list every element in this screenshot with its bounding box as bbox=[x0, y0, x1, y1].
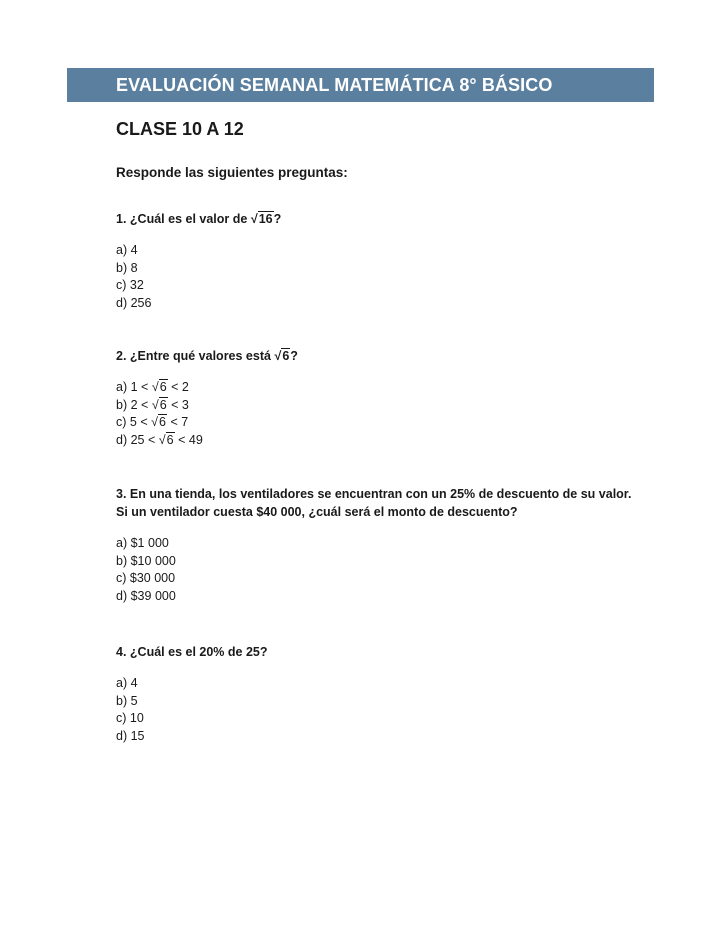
square-root-symbol: √6 bbox=[151, 397, 167, 412]
option-text: 15 bbox=[130, 728, 145, 743]
options-list bbox=[116, 675, 646, 745]
option-c bbox=[116, 570, 646, 588]
option-text: 4 bbox=[130, 676, 138, 690]
class-subtitle: CLASE 10 A 12 bbox=[116, 119, 244, 139]
radicand: 6 bbox=[159, 415, 166, 429]
square-root-symbol: √16 bbox=[250, 212, 273, 226]
question-3 bbox=[116, 485, 646, 605]
question-2-text bbox=[116, 347, 646, 365]
radicand: 6 bbox=[159, 397, 167, 412]
option-b bbox=[116, 693, 646, 711]
option-label: b) bbox=[116, 260, 128, 275]
option-label: b) bbox=[116, 693, 128, 708]
option-label: a) bbox=[116, 243, 128, 257]
question-prompt: ¿Entre qué valores está bbox=[129, 349, 271, 363]
instruction-text: Responde las siguientes preguntas: bbox=[116, 165, 348, 180]
option-label: a) bbox=[116, 536, 128, 550]
option-text: $10 000 bbox=[130, 553, 176, 568]
option-b bbox=[116, 553, 646, 571]
option-left: 25 < bbox=[130, 432, 156, 447]
question-prompt: En una tienda, los ventiladores se encuentran con un 25% de descuento de su valor. Si un ventilador cuesta $40 000, ¿cuál será el monto de descuento? bbox=[116, 487, 632, 519]
option-d bbox=[116, 588, 646, 606]
option-left: 2 < bbox=[130, 397, 149, 412]
option-text: $39 000 bbox=[130, 588, 176, 603]
document-body bbox=[116, 116, 646, 745]
option-text: $30 000 bbox=[129, 571, 176, 585]
option-a bbox=[116, 535, 646, 553]
option-text: 32 bbox=[129, 278, 144, 292]
question-1 bbox=[116, 210, 646, 312]
option-d bbox=[116, 728, 646, 746]
option-c bbox=[116, 414, 646, 432]
square-root-symbol: √6 bbox=[158, 432, 174, 447]
square-root-symbol: √6 bbox=[151, 380, 167, 394]
option-text: 4 bbox=[130, 243, 138, 257]
option-label: d) bbox=[116, 432, 128, 447]
question-prompt: ¿Cuál es el valor de bbox=[129, 212, 248, 226]
option-label: c) bbox=[116, 711, 127, 725]
option-text: 10 bbox=[129, 711, 144, 725]
question-1-text bbox=[116, 210, 646, 228]
options-list bbox=[116, 242, 646, 312]
option-label: a) bbox=[116, 676, 128, 690]
square-root-symbol: √6 bbox=[274, 349, 290, 363]
option-right: < 7 bbox=[170, 415, 189, 429]
option-a bbox=[116, 379, 646, 397]
question-prompt: ¿Cuál es el 20% de 25? bbox=[129, 645, 268, 659]
option-text: 8 bbox=[130, 260, 138, 275]
option-label: a) bbox=[116, 380, 128, 394]
question-number: 2. bbox=[116, 349, 127, 363]
option-b bbox=[116, 260, 646, 278]
option-b bbox=[116, 397, 646, 415]
option-label: d) bbox=[116, 295, 128, 310]
radicand: 6 bbox=[282, 349, 290, 363]
option-label: b) bbox=[116, 553, 128, 568]
option-label: c) bbox=[116, 415, 127, 429]
option-right: < 3 bbox=[171, 397, 189, 412]
options-list bbox=[116, 379, 646, 449]
question-number: 1. bbox=[116, 212, 127, 226]
question-4-text bbox=[116, 643, 646, 661]
square-root-symbol: √6 bbox=[151, 415, 166, 429]
page-title: EVALUACIÓN SEMANAL MATEMÁTICA 8° BÁSICO bbox=[116, 74, 553, 95]
question-mark: ? bbox=[273, 212, 282, 226]
option-c bbox=[116, 277, 646, 295]
option-c bbox=[116, 710, 646, 728]
option-d bbox=[116, 432, 646, 450]
question-2 bbox=[116, 347, 646, 449]
option-text: 256 bbox=[130, 295, 152, 310]
question-number: 3. bbox=[116, 487, 127, 501]
question-number: 4. bbox=[116, 645, 127, 659]
option-left: 1 < bbox=[130, 380, 149, 394]
option-right: < 49 bbox=[178, 432, 203, 447]
option-label: b) bbox=[116, 397, 128, 412]
question-3-text bbox=[116, 485, 646, 521]
option-left: 5 < bbox=[129, 415, 148, 429]
option-text: $1 000 bbox=[130, 536, 169, 550]
question-4 bbox=[116, 643, 646, 745]
option-d bbox=[116, 295, 646, 313]
radicand: 16 bbox=[258, 212, 273, 226]
option-label: d) bbox=[116, 588, 128, 603]
question-mark: ? bbox=[290, 349, 298, 363]
radicand: 6 bbox=[166, 432, 174, 447]
radicand: 6 bbox=[159, 380, 167, 394]
header-banner bbox=[67, 68, 654, 102]
option-label: c) bbox=[116, 571, 127, 585]
option-a bbox=[116, 242, 646, 260]
option-label: c) bbox=[116, 278, 127, 292]
option-right: < 2 bbox=[171, 380, 189, 394]
option-a bbox=[116, 675, 646, 693]
option-label: d) bbox=[116, 728, 128, 743]
option-text: 5 bbox=[130, 693, 138, 708]
options-list bbox=[116, 535, 646, 605]
